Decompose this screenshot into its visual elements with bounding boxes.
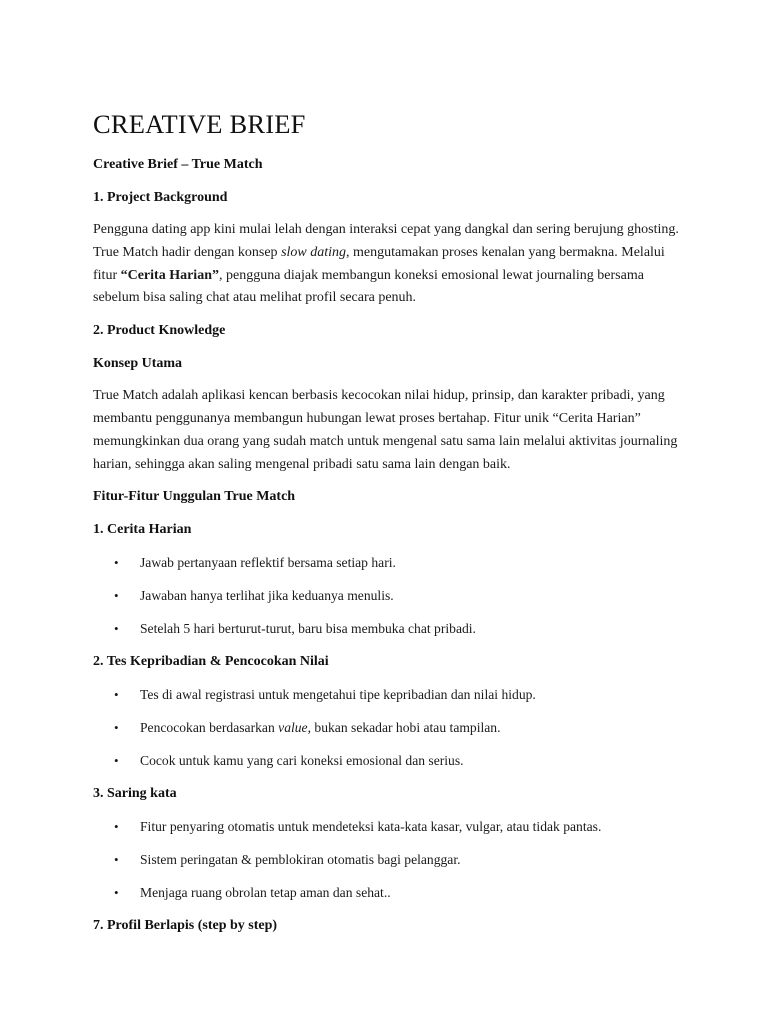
list-item (93, 553, 683, 573)
bullet-icon: • (114, 687, 119, 703)
list-item (93, 850, 683, 870)
list-item (93, 586, 683, 606)
list-item-text: Menjaga ruang obrolan tetap aman dan sehat.. (140, 885, 391, 901)
list-item (93, 751, 683, 771)
list-item (93, 619, 683, 639)
section-heading-project-background: 1. Project Background (93, 190, 228, 205)
paragraph-text: , pengguna diajak membangun koneksi emosional lewat journaling bersama sebelum bisa saling chat atau melihat profil secara penuh. (93, 267, 644, 306)
paragraph-bold: “Cerita Harian” (120, 267, 219, 283)
feature-list-saring-kata (93, 817, 683, 903)
list-item-text: Jawab pertanyaan reflektif bersama setiap hari. (140, 555, 396, 571)
list-item-text: Pencocokan berdasarkan (140, 720, 279, 736)
konsep-utama-paragraph: True Match adalah aplikasi kencan berbasis kecocokan nilai hidup, prinsip, dan karakter pribadi, yang membantu penggunanya membangun hubungan lewat proses bertahap. Fitur unik “Cerita Harian” memungkinkan dua orang yang sudah match untuk mengenal satu sama lain melalui aktivitas journaling harian, sehingga akan saling mengenal pribadi satu sama lain dengan baik. (93, 388, 678, 472)
bullet-icon: • (114, 819, 119, 835)
list-item-italic: value (278, 720, 308, 736)
document-title: CREATIVE BRIEF (93, 109, 306, 139)
list-item-text: Tes di awal registrasi untuk mengetahui tipe kepribadian dan nilai hidup. (140, 687, 536, 703)
list-item (93, 817, 683, 837)
list-item-text: Fitur penyaring otomatis untuk mendeteksi kata-kata kasar, vulgar, atau tidak pantas. (140, 819, 602, 835)
feature-heading-cerita-harian: 1. Cerita Harian (93, 522, 192, 538)
list-item-text: Setelah 5 hari berturut-turut, baru bisa membuka chat pribadi. (140, 621, 476, 637)
feature-heading-profil-berlapis: 7. Profil Berlapis (step by step) (93, 918, 278, 934)
project-background-paragraph (93, 219, 683, 310)
list-item (93, 883, 683, 903)
list-item-text: Sistem peringatan & pemblokiran otomatis bagi pelanggar. (140, 852, 461, 868)
bullet-icon: • (114, 852, 119, 868)
bullet-icon: • (114, 555, 119, 571)
bullet-icon: • (114, 588, 119, 604)
feature-heading-saring-kata: 3. Saring kata (93, 786, 177, 802)
bullet-icon: • (114, 621, 119, 637)
feature-list-cerita-harian (93, 553, 683, 639)
feature-heading-tes-kepribadian: 2. Tes Kepribadian & Pencocokan Nilai (93, 654, 329, 670)
list-item (93, 685, 683, 705)
list-item-text: , bukan sekadar hobi atau tampilan. (307, 720, 501, 736)
document-body (93, 106, 683, 936)
features-heading: Fitur-Fitur Unggulan True Match (93, 489, 296, 505)
bullet-icon: • (114, 885, 119, 901)
paragraph-text: , mengutamakan proses kenalan yang bermakna. Melalui fitur (93, 244, 665, 283)
feature-list-tes-kepribadian (93, 685, 683, 771)
section-heading-product-knowledge: 2. Product Knowledge (93, 323, 226, 339)
bullet-icon: • (114, 720, 119, 736)
list-item (93, 718, 683, 738)
document-subtitle: Creative Brief – True Match (93, 157, 263, 172)
subheading-konsep-utama: Konsep Utama (93, 356, 183, 372)
list-item-text: Jawaban hanya terlihat jika keduanya menulis. (140, 588, 394, 604)
bullet-icon: • (114, 753, 119, 769)
paragraph-italic: slow dating (281, 244, 347, 260)
paragraph-text: Pengguna dating app kini mulai lelah dengan interaksi cepat yang dangkal dan sering berujung ghosting. True Match hadir dengan konsep (93, 222, 679, 260)
list-item-text: Cocok untuk kamu yang cari koneksi emosional dan serius. (140, 753, 464, 769)
